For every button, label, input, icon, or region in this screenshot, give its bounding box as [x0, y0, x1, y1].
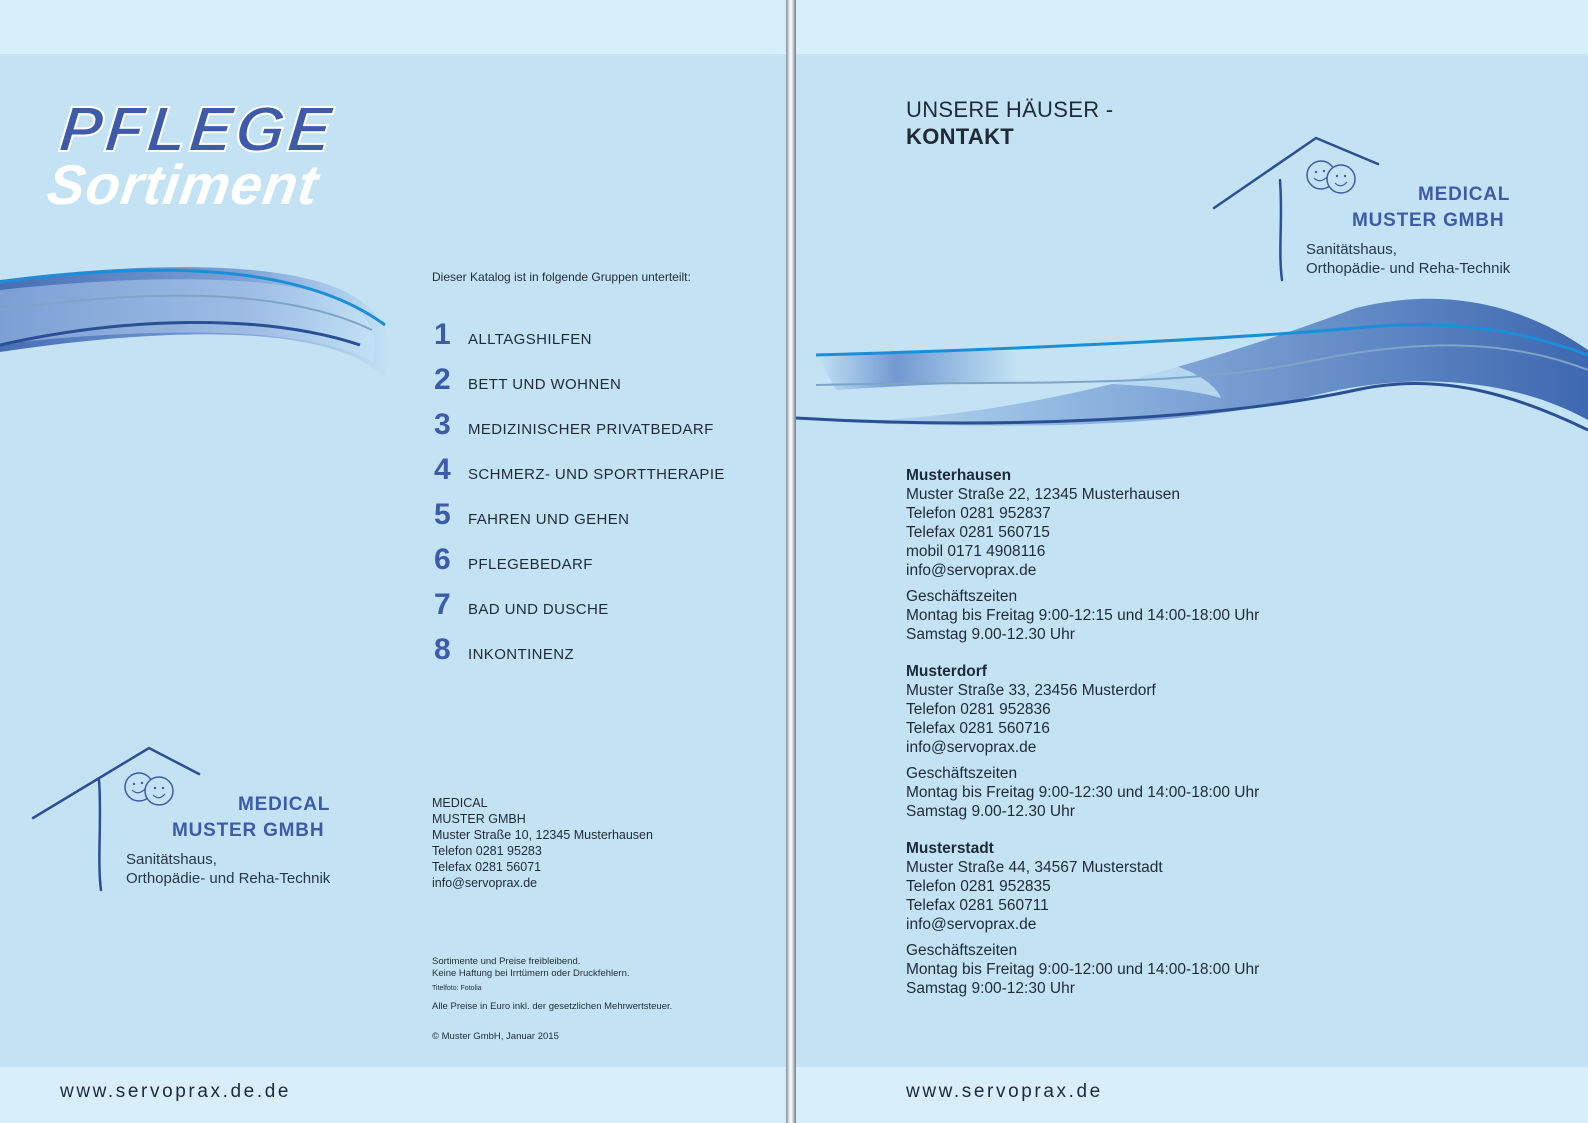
- company-logo: [0, 740, 420, 900]
- group-item[interactable]: [432, 633, 725, 678]
- logo-tagline2: Orthopädie- und Reha-Technik: [126, 870, 331, 887]
- branch-name: Musterdorf: [906, 663, 987, 680]
- disclaimer-line1: Sortimente und Preise freibleibend.: [432, 956, 581, 967]
- group-number: 2: [434, 363, 451, 396]
- branch-musterstadt: [906, 839, 1526, 998]
- title-pflege: PFLEGE: [56, 93, 338, 165]
- company-logo: [1206, 130, 1588, 290]
- group-number: 3: [434, 408, 451, 441]
- footer-url[interactable]: www.servoprax.de.de: [60, 1081, 292, 1102]
- branch-list: [906, 466, 1526, 1016]
- right-page: [796, 0, 1588, 1123]
- branch-hours: [906, 587, 1526, 644]
- hours-saturday: Samstag 9.00-12.30 Uhr: [906, 803, 1075, 820]
- branch-fax: Telefax 0281 560711: [906, 897, 1049, 914]
- group-list: [432, 318, 725, 678]
- smiley-faces-icon: [1304, 158, 1360, 198]
- group-item[interactable]: [432, 543, 725, 588]
- right-wave-graphic: [796, 280, 1588, 480]
- imprint-line: Muster Straße 10, 12345 Musterhausen: [432, 828, 653, 842]
- branch-hours: [906, 764, 1526, 821]
- logo-line2: MUSTER GMBH: [1352, 210, 1505, 231]
- imprint-line: MUSTER GMBH: [432, 812, 526, 826]
- logo-line1: MEDICAL: [238, 794, 331, 815]
- branch-name: Musterhausen: [906, 467, 1012, 484]
- branch-email[interactable]: info@servoprax.de: [906, 562, 1037, 579]
- heading-line1: UNSERE HÄUSER -: [906, 97, 1114, 122]
- disclaimer-line2: Keine Haftung bei Irrtümern oder Druckfehlern.: [432, 968, 630, 979]
- hours-saturday: Samstag 9:00-12:30 Uhr: [906, 980, 1075, 997]
- group-item[interactable]: [432, 498, 725, 543]
- hours-title: Geschäftszeiten: [906, 588, 1018, 605]
- branch-address: Muster Straße 44, 34567 Musterstadt: [906, 859, 1163, 876]
- logo-tagline1: Sanitätshaus,: [126, 851, 217, 868]
- imprint-line: Telefon 0281 95283: [432, 844, 542, 858]
- group-label: MEDIZINISCHER PRIVATBEDARF: [468, 421, 714, 438]
- group-item[interactable]: [432, 453, 725, 498]
- branch-musterhausen: [906, 466, 1526, 644]
- group-label: BAD UND DUSCHE: [468, 601, 609, 618]
- hours-saturday: Samstag 9.00-12.30 Uhr: [906, 626, 1075, 643]
- left-page: [0, 0, 786, 1123]
- logo-line2: MUSTER GMBH: [172, 820, 325, 841]
- branch-hours: [906, 941, 1526, 998]
- group-number: 6: [434, 543, 451, 576]
- catalog-intro: Dieser Katalog ist in folgende Gruppen unterteilt:: [432, 270, 691, 284]
- page-heading: [906, 96, 1113, 150]
- group-label: ALLTAGSHILFEN: [468, 331, 592, 348]
- branch-phone: Telefon 0281 952835: [906, 878, 1051, 895]
- group-number: 7: [434, 588, 451, 621]
- group-item[interactable]: [432, 408, 725, 453]
- branch-fax: Telefax 0281 560715: [906, 524, 1050, 541]
- branch-mobile: mobil 0171 4908116: [906, 543, 1046, 560]
- branch-address: Muster Straße 22, 12345 Musterhausen: [906, 486, 1180, 503]
- hours-title: Geschäftszeiten: [906, 942, 1018, 959]
- group-label: FAHREN UND GEHEN: [468, 511, 630, 528]
- branch-phone: Telefon 0281 952836: [906, 701, 1051, 718]
- footer-url[interactable]: www.servoprax.de: [906, 1081, 1103, 1102]
- group-item[interactable]: [432, 588, 725, 633]
- group-item[interactable]: [432, 318, 725, 363]
- group-item[interactable]: [432, 363, 725, 408]
- group-number: 5: [434, 498, 451, 531]
- photo-credit: Titelfoto: Fotolia: [432, 985, 482, 992]
- group-number: 1: [434, 318, 451, 351]
- imprint-line: MEDICAL: [432, 796, 488, 810]
- group-label: BETT UND WOHNEN: [468, 376, 622, 393]
- branch-phone: Telefon 0281 952837: [906, 505, 1051, 522]
- top-band: [796, 0, 1588, 54]
- logo-tagline2: Orthopädie- und Reha-Technik: [1306, 260, 1511, 277]
- imprint-block: [432, 795, 653, 891]
- group-label: SCHMERZ- UND SPORTTHERAPIE: [468, 466, 725, 483]
- group-number: 4: [434, 453, 451, 486]
- branch-fax: Telefax 0281 560716: [906, 720, 1050, 737]
- logo-line1: MEDICAL: [1418, 184, 1511, 205]
- branch-name: Musterstadt: [906, 840, 994, 857]
- imprint-line: Telefax 0281 56071: [432, 860, 542, 874]
- page-gutter: [786, 0, 796, 1123]
- branch-musterdorf: [906, 662, 1526, 821]
- vat-note: Alle Preise in Euro inkl. der gesetzlichen Mehrwertsteuer.: [432, 1001, 673, 1012]
- heading-line2: KONTAKT: [906, 124, 1015, 149]
- hours-weekday: Montag bis Freitag 9:00-12:15 und 14:00-18:00 Uhr: [906, 607, 1260, 624]
- branch-address: Muster Straße 33, 23456 Musterdorf: [906, 682, 1156, 699]
- hours-weekday: Montag bis Freitag 9:00-12:30 und 14:00-18:00 Uhr: [906, 784, 1260, 801]
- logo-tagline1: Sanitätshaus,: [1306, 241, 1397, 258]
- imprint-line[interactable]: info@servoprax.de: [432, 876, 538, 890]
- copyright: © Muster GmbH, Januar 2015: [432, 1031, 559, 1042]
- hours-weekday: Montag bis Freitag 9:00-12:00 und 14:00-18:00 Uhr: [906, 961, 1260, 978]
- smiley-faces-icon: [122, 770, 178, 810]
- hours-title: Geschäftszeiten: [906, 765, 1018, 782]
- group-number: 8: [434, 633, 451, 666]
- title-sortiment: Sortiment: [43, 153, 323, 216]
- branch-email[interactable]: info@servoprax.de: [906, 739, 1037, 756]
- group-label: PFLEGEBEDARF: [468, 556, 593, 573]
- branch-email[interactable]: info@servoprax.de: [906, 916, 1037, 933]
- group-label: INKONTINENZ: [468, 646, 575, 663]
